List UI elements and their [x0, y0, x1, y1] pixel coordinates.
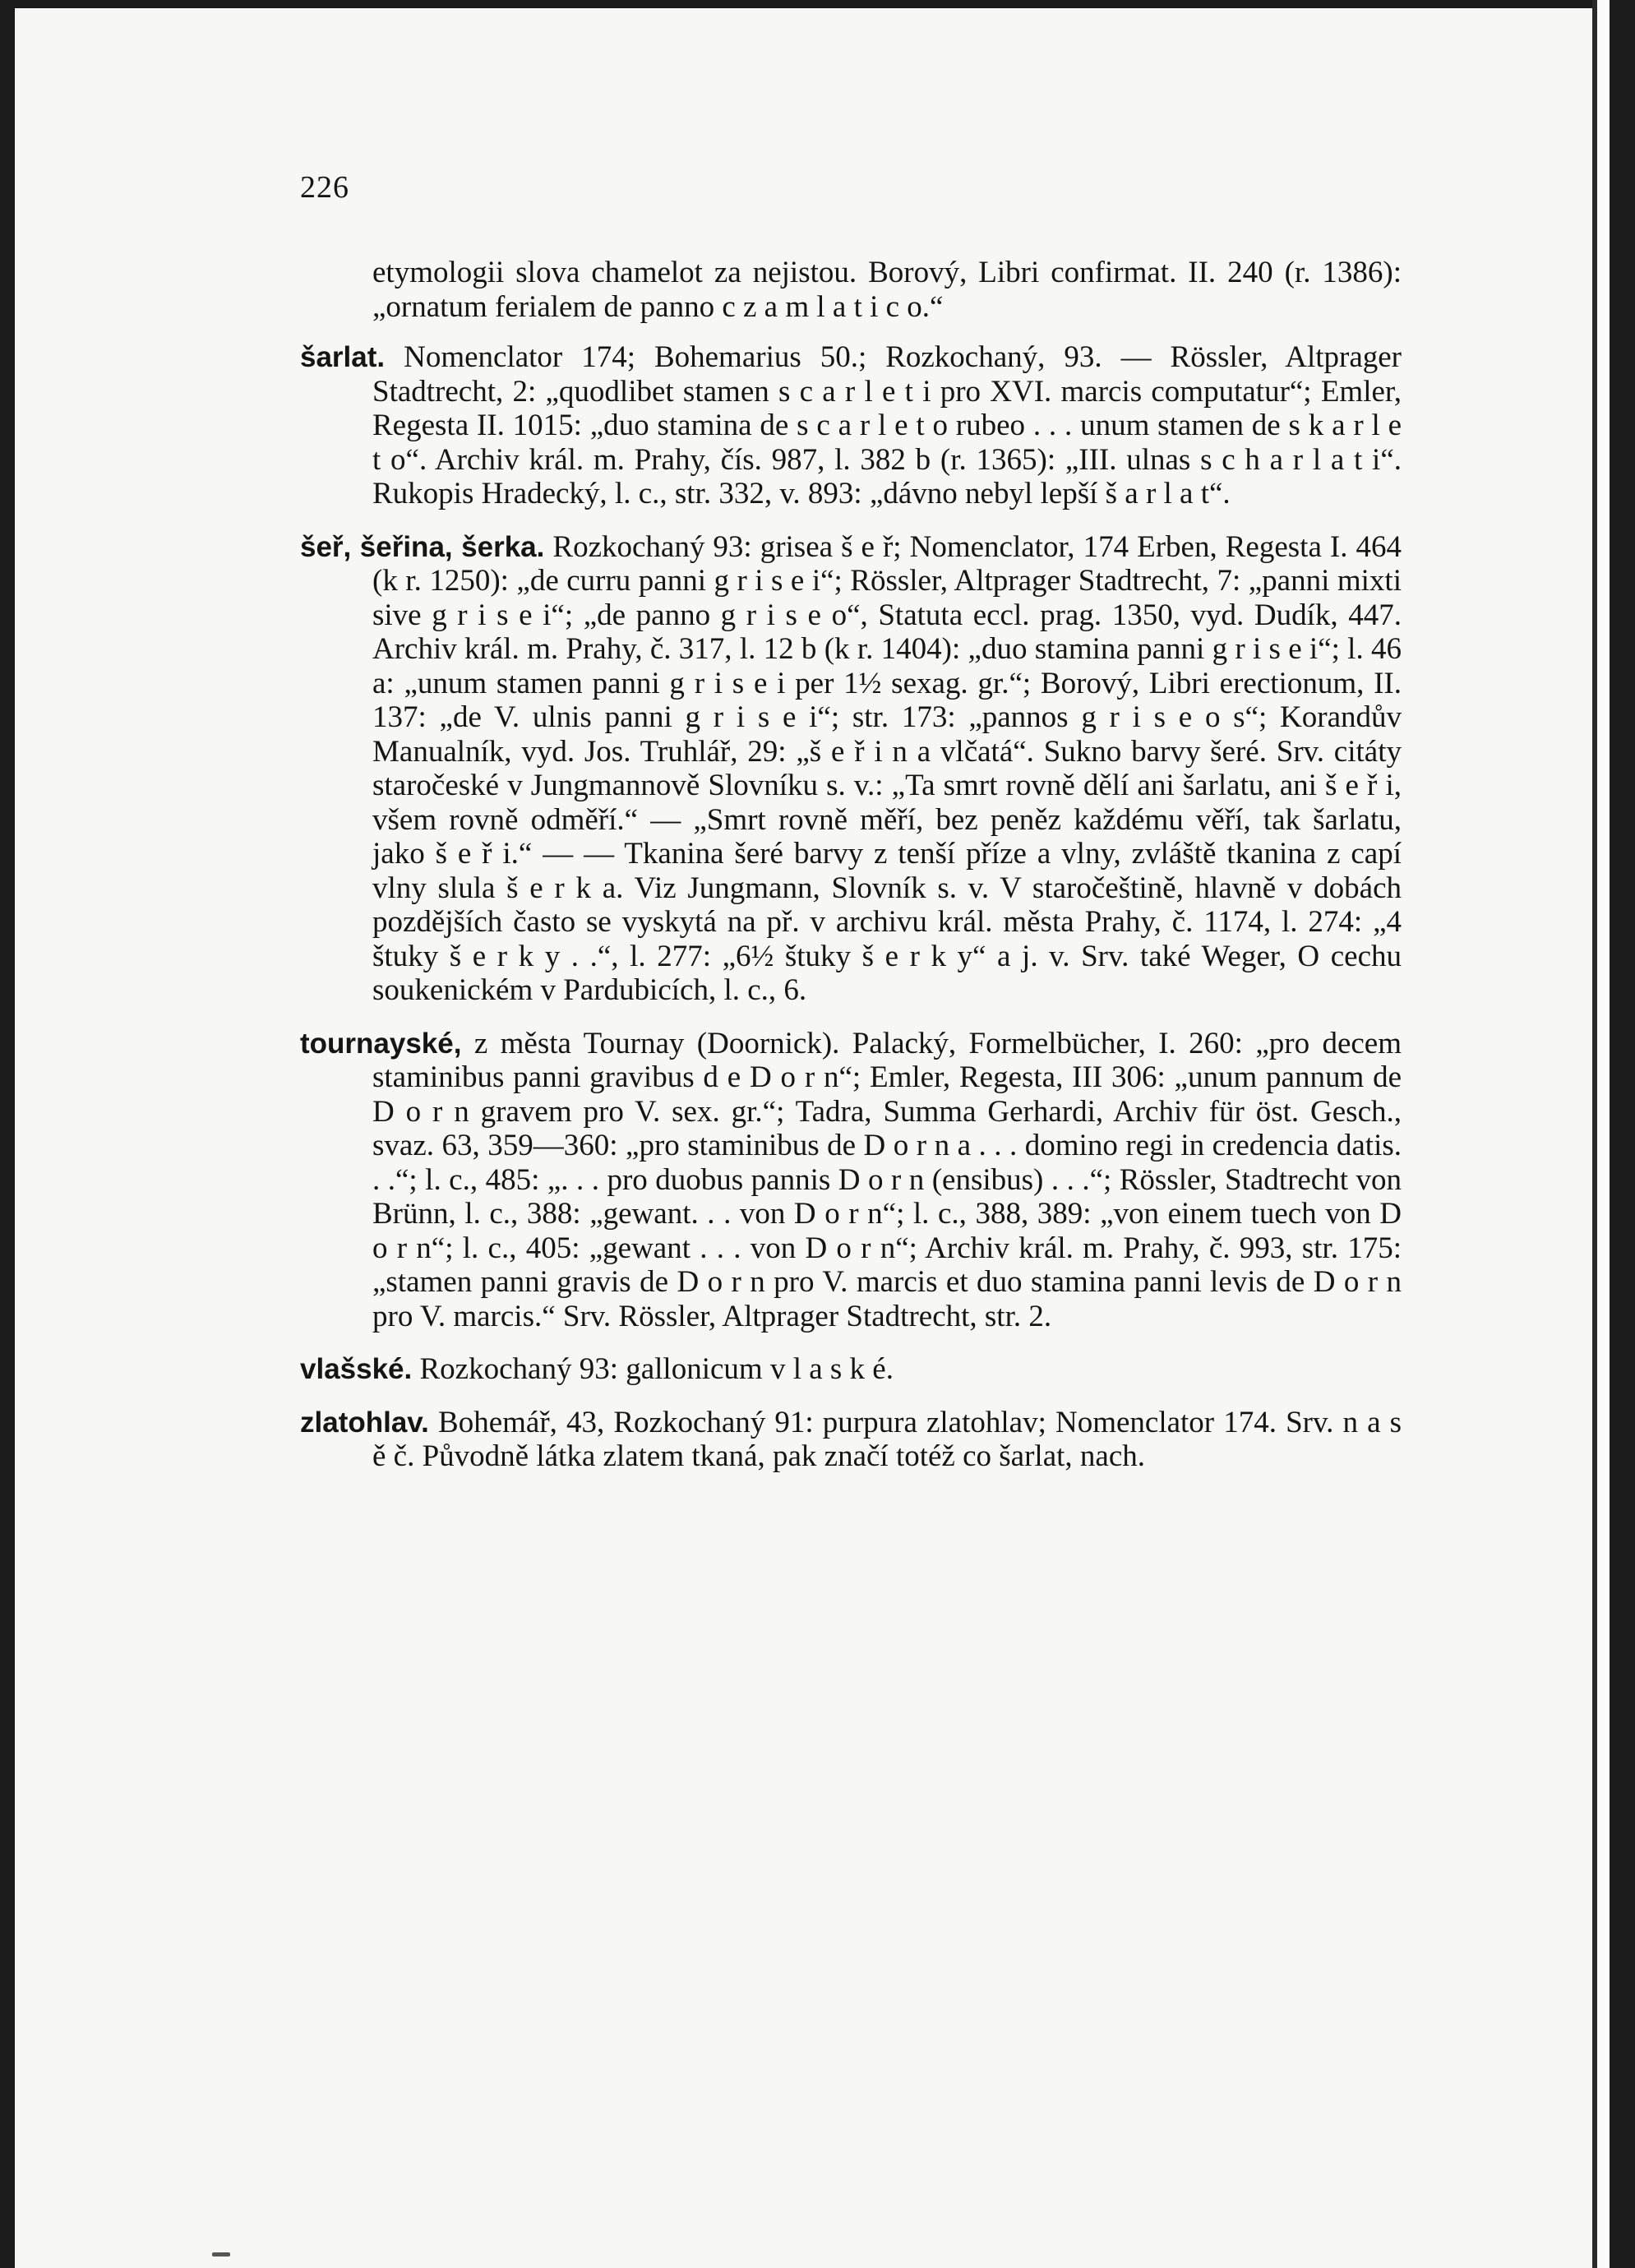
entry-lemma: šeř, šeřina, šerka.: [300, 530, 545, 563]
dictionary-entry-tournayske: [300, 1027, 1402, 1334]
dictionary-entry-continuation: [300, 256, 1402, 324]
page-content: [300, 169, 1402, 1493]
entry-text: Rozkochaný 93: gallonicum v l a s k é.: [419, 1352, 894, 1386]
scan-border-top: [0, 0, 1635, 8]
scan-border-left: [0, 0, 15, 2268]
entry-text: Rozkochaný 93: grisea š e ř; Nomenclator, 174 Erben, Regesta I. 464 (k r. 1250): „de curru panni g r i s e i“; Rössler, Altprager Stadtrecht, 7: „panni mixti sive g r i s e i“; „de panno g r i s e o“, Statuta eccl. prag. 1350, vyd. Dudík, 447. Archiv král. m. Prahy, č. 317, l. 12 b (k r. 1404): „duo stamina panni g r i s e i“; l. 46 a: „unum stamen panni g r i s e i per 1½ sexag. gr.“; Borový, Libri erectionum, II. 137: „de V. ulnis panni g r i s e i“; str. 173: „pannos g r i s e o s“; Korandův Manualník, vyd. Jos. Truhlář, 29: „š e ř i n a vlčatá“. Sukno barvy šeré. Srv. citáty staročeské v Jungmannově Slovníku s. v.: „Ta smrt rovně dělí ani šarlatu, ani š e ř i, všem rovně odměří.“ — „Smrt rovně měří, bez peněz každému věří, tak šarlatu, jako š e ř i.“ — — Tkanina šeré barvy z tenší příze a vlny, zvláště tkanina z capí vlny slula š e r k a. Viz Jungmann, Slovník s. v. V staročeštině, hlavně v dobách pozdějších často se vyskytá na př. v archivu král. města Prahy, č. 1174, l. 274: „4 štuky š e r k y . .“, l. 277: „6½ štuky š e r k y“ a j. v. Srv. také Weger, O cechu soukenickém v Pardubicích, l. c., 6.: [372, 529, 1402, 1007]
entry-text: Nomenclator 174; Bohemarius 50.; Rozkochaný, 93. — Rössler, Altprager Stadtrecht, 2: „quodlibet stamen s c a r l e t i pro XVI. marcis computatur“; Emler, Regesta II. 1015: „duo stamina de s c a r l e t o rubeo . . . unum stamen de s k a r l e t o“. Archiv král. m. Prahy, čís. 987, l. 382 b (r. 1365): „III. ulnas s c h a r l a t i“. Rukopis Hradecký, l. c., str. 332, v. 893: „dávno nebyl lepší š a r l a t“.: [372, 340, 1402, 510]
entry-lemma: zlatohlav.: [300, 1406, 429, 1439]
dictionary-entry-zlatohlav: [300, 1406, 1402, 1474]
entry-lemma: vlašské.: [300, 1353, 413, 1385]
entry-lemma: šarlat.: [300, 341, 386, 373]
dictionary-entry-vlasske: [300, 1352, 1402, 1387]
dictionary-entry-ser: [300, 530, 1402, 1008]
entry-text: z města Tournay (Doornick). Palacký, Formelbücher, I. 260: „pro decem staminibus panni gravibus d e D o r n“; Emler, Regesta, III 306: „unum pannum de D o r n gravem pro V. sex. gr.“; Tadra, Summa Gerhardi, Archiv für öst. Gesch., svaz. 63, 359—360: „pro staminibus de D o r n a . . . domino regi in credencia datis. . .“; l. c., 485: „. . . pro duobus pannis D o r n (ensibus) . . .“; Rössler, Stadtrecht von Brünn, l. c., 388: „gewant. . . von D o r n“; l. c., 388, 389: „von einem tuech von D o r n“; l. c., 405: „gewant . . . von D o r n“; Archiv král. m. Prahy, č. 993, str. 175: „stamen panni gravis de D o r n pro V. marcis et duo stamina panni levis de D o r n pro V. marcis.“ Srv. Rössler, Altprager Stadtrecht, str. 2.: [372, 1026, 1402, 1333]
scan-border-right: [1610, 0, 1635, 2268]
scan-gutter-band: [1597, 0, 1610, 2268]
scan-smudge: [212, 2252, 230, 2256]
entry-text: Bohemář, 43, Rozkochaný 91: purpura zlatohlav; Nomenclator 174. Srv. n a s ě č. Původně látka zlatem tkaná, pak značí totéž co šarlat, nach.: [372, 1405, 1402, 1473]
page-number: 226: [300, 170, 349, 205]
entry-lemma: tournayské,: [300, 1027, 462, 1060]
dictionary-entry-sarlat: [300, 340, 1402, 511]
entry-text: etymologii slova chamelot za nejistou. Borový, Libri confirmat. II. 240 (r. 1386): „ornatum ferialem de panno c z a m l a t i c o.“: [372, 256, 1402, 324]
